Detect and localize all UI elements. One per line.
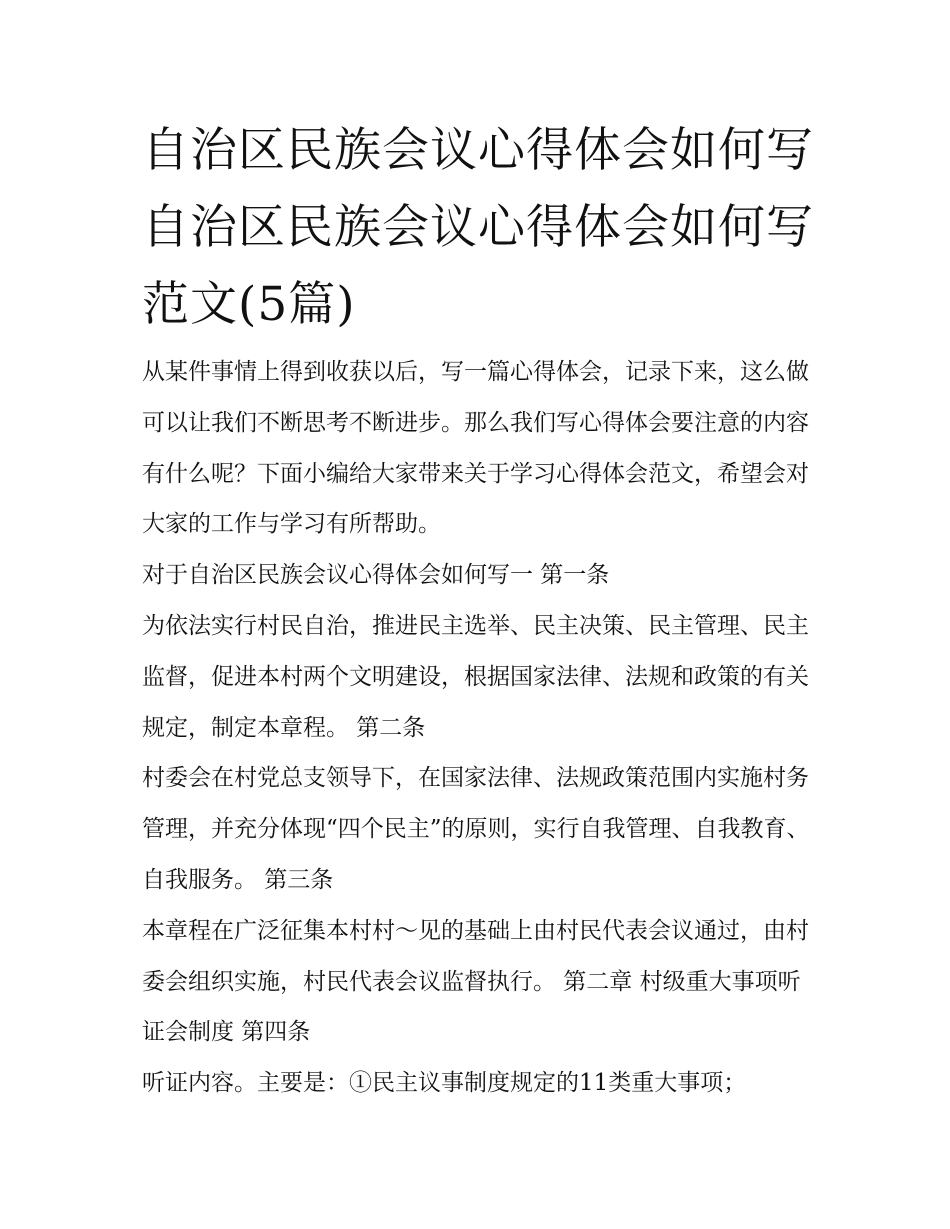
document-body [142, 347, 814, 1109]
paragraph-article-2: 村委会在村党总支领导下，在国家法律、法规政策范围内实施村务管理，并充分体现“四个民主”的原则，实行自我管理、自我教育、自我服务。 第三条 [142, 765, 810, 893]
paragraph-article-3: 本章程在广泛征集本村村～见的基础上由村民代表会议通过，由村委会组织实施，村民代表会议监督执行。 第二章 村级重大事项听证会制度 第四条 [142, 917, 809, 1046]
document-title: 自治区民族会议心得体会如何写 自治区民族会议心得体会如何写范文(5篇) [142, 123, 814, 332]
document-content [142, 112, 814, 1109]
paragraph-section-heading: 对于自治区民族会议心得体会如何写一 第一条 [142, 562, 610, 589]
paragraph-intro: 从某件事情上得到收获以后，写一篇心得体会，记录下来，这么做可以让我们不断思考不断进步。那么我们写心得体会要注意的内容有什么呢？下面小编给大家带来关于学习心得体会范文，希望会对大家的工作与学习有所帮助。 [142, 359, 809, 538]
paragraph-article-1: 为依法实行村民自治，推进民主选举、民主决策、民主管理、民主监督，促进本村两个文明建设，根据国家法律、法规和政策的有关规定，制定本章程。 第二条 [142, 612, 809, 741]
paragraph-article-4: 听证内容。主要是：①民主议事制度规定的11类重大事项； [142, 1070, 747, 1097]
